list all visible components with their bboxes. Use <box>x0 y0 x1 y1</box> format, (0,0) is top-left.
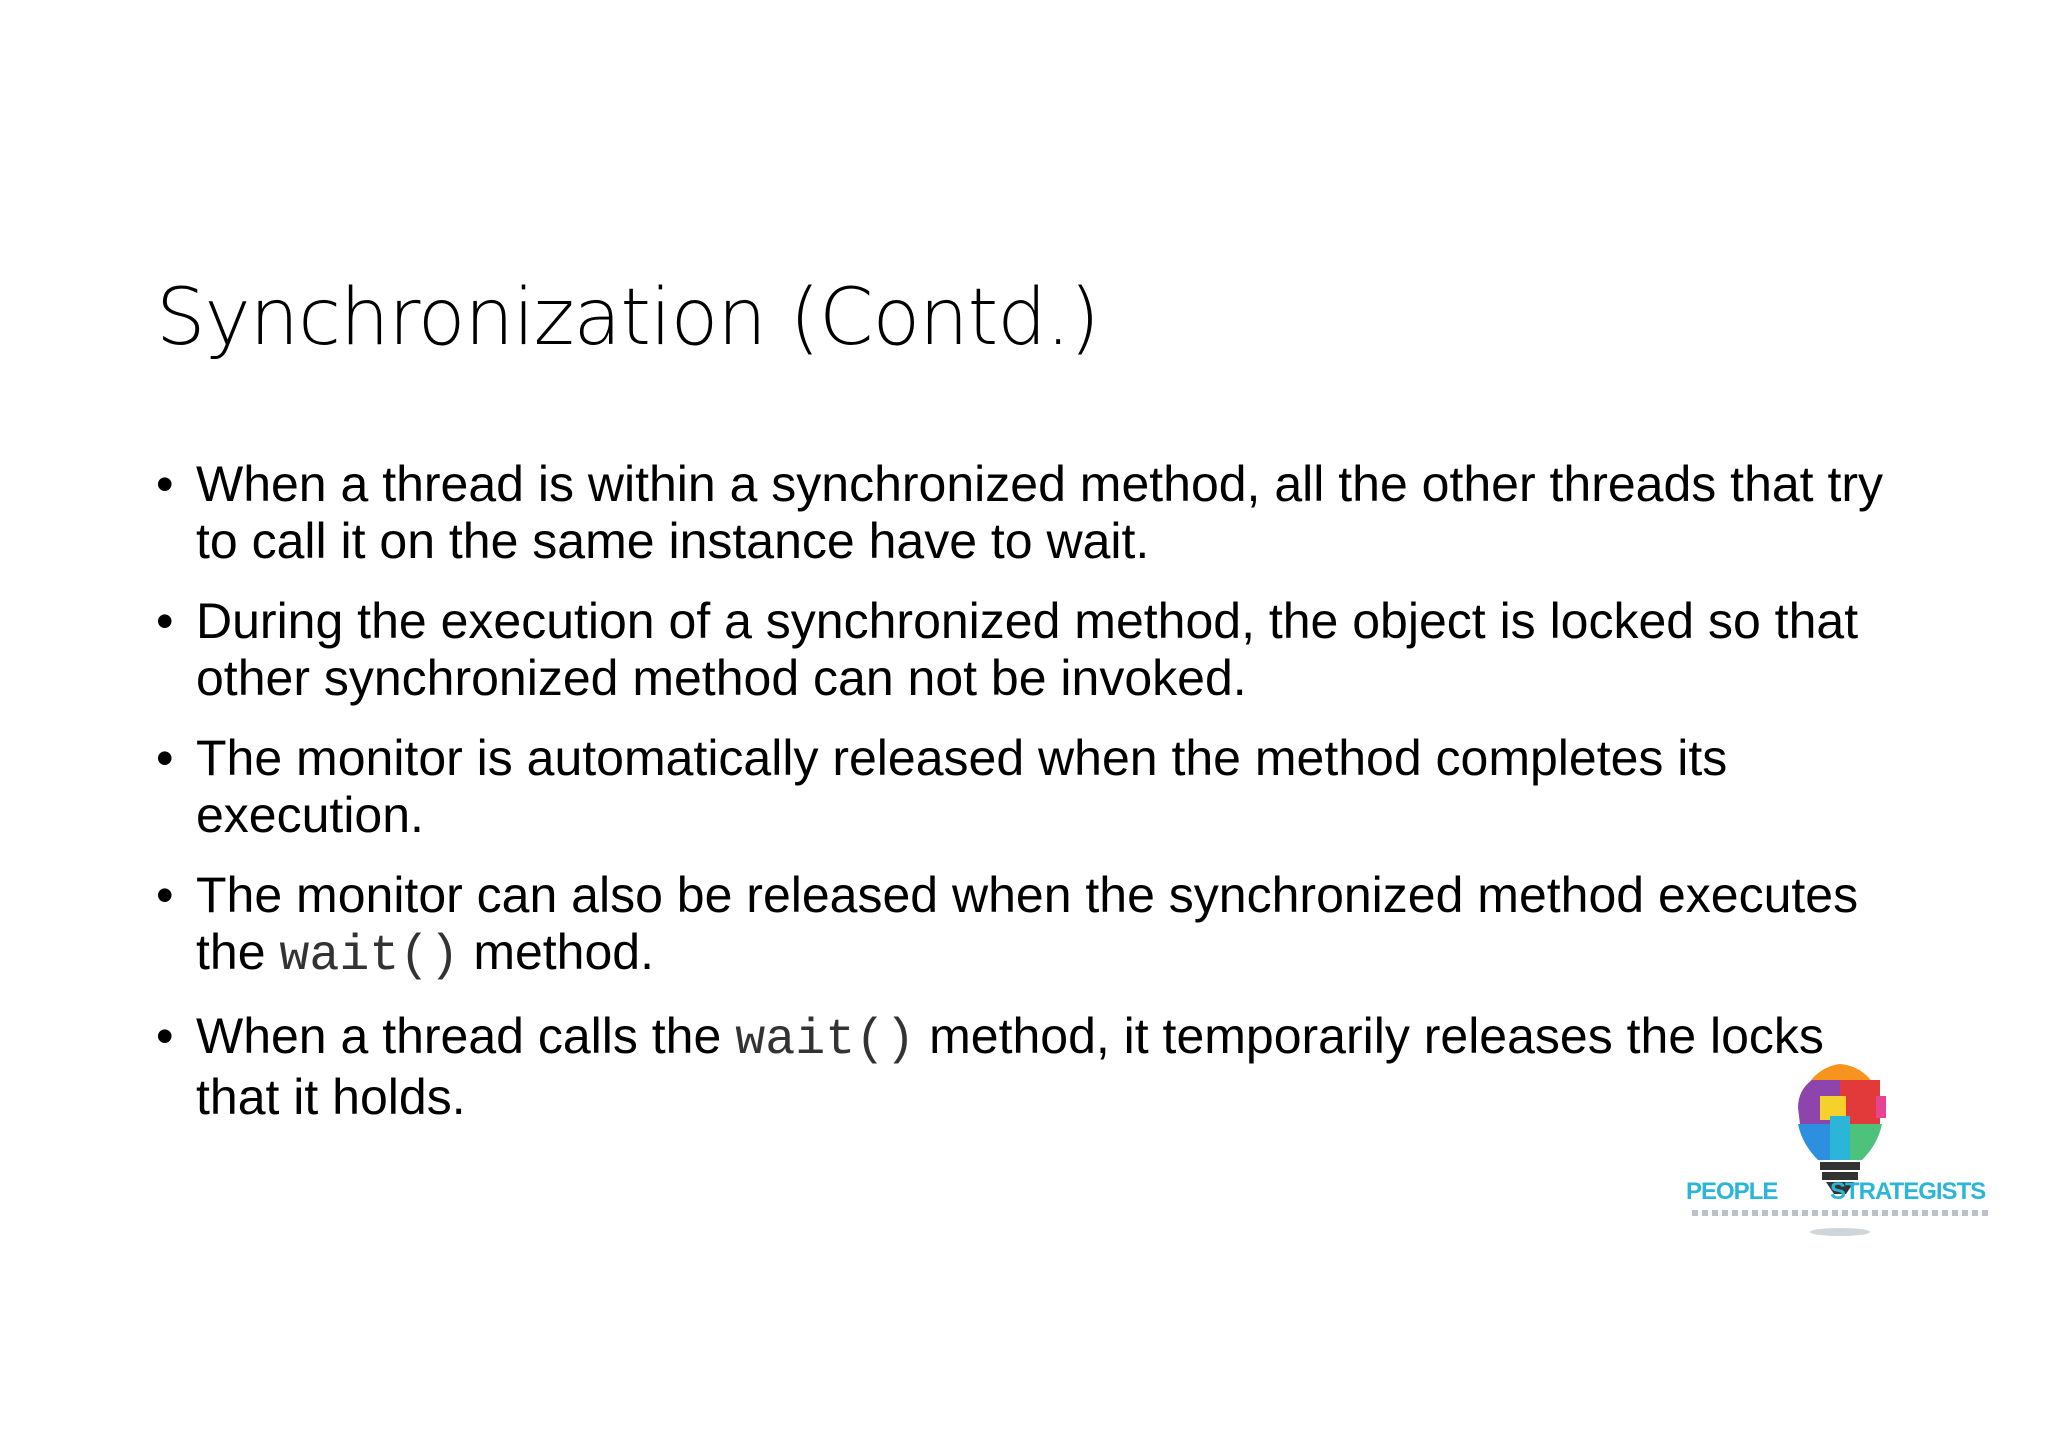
logo-text-left: PEOPLE <box>1686 1178 1778 1205</box>
bullet-text-after: method. <box>459 924 654 980</box>
bullet-list <box>156 456 1916 1149</box>
bullet-dot-icon: • <box>156 1008 174 1064</box>
bullet-item <box>156 456 1916 570</box>
bullet-dot-icon: • <box>156 730 174 786</box>
slide-title: Synchronization (Contd.) <box>156 273 1099 363</box>
logo-text-right: STRATEGISTS <box>1830 1178 1986 1205</box>
bullet-text-before: When a thread calls the <box>196 1008 736 1064</box>
bullet-item <box>156 730 1916 844</box>
code-snippet: wait() <box>735 1012 916 1069</box>
bullet-text: During the execution of a synchronized method, the object is locked so that other synchronized method can not be invoked. <box>196 593 1859 706</box>
bullet-text-after: method, it temporarily releases the locks that it holds. <box>196 1008 1824 1125</box>
code-snippet: wait() <box>279 928 460 985</box>
bullet-item <box>156 1008 1916 1126</box>
bullet-dot-icon: • <box>156 593 174 649</box>
bullet-item <box>156 867 1916 985</box>
bullet-dot-icon: • <box>156 456 174 512</box>
bullet-item <box>156 593 1916 707</box>
bullet-text: The monitor is automatically released when the method completes its execution. <box>196 730 1728 843</box>
people-strategists-logo <box>1680 1060 2000 1240</box>
bullet-dot-icon: • <box>156 867 174 923</box>
bullet-text: When a thread is within a synchronized method, all the other threads that try to call it on the same instance have to wait. <box>196 456 1884 569</box>
bullet-text-before: The monitor can also be released when the synchronized method executes the <box>196 867 1859 980</box>
logo-tagline <box>1692 1210 1992 1216</box>
